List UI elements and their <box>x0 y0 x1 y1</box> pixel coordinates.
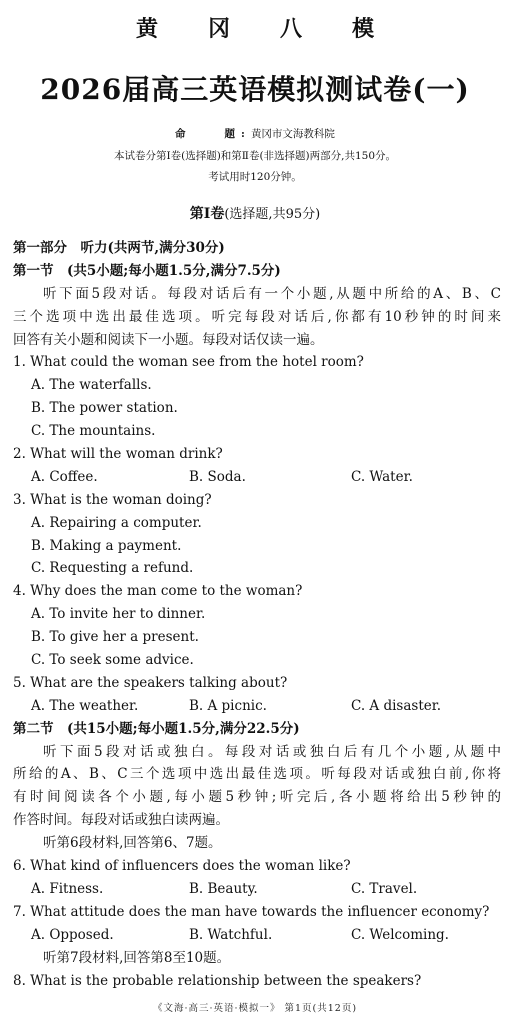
question-option: A. Repairing a computer. <box>31 514 202 531</box>
question-option: C. Welcoming. <box>351 926 449 943</box>
option-row <box>13 466 501 489</box>
question-option: B. Soda. <box>189 468 246 485</box>
paper-note: 本试卷分第Ⅰ卷(选择题)和第Ⅱ卷(非选择题)两部分,共150分。 <box>113 150 397 162</box>
volume-name: 第Ⅰ卷 <box>189 206 225 222</box>
section1-instruction: 回答有关小题和阅读下一小题。每段对话仅读一遍。 <box>13 331 324 348</box>
question-option: B. Watchful. <box>189 926 273 943</box>
question-option: C. The mountains. <box>31 423 156 440</box>
question-stem: 6. What kind of influencers does the woman like? <box>13 858 351 875</box>
material-note: 听第6段材料,回答第6、7题。 <box>43 835 222 852</box>
question-option: A. The waterfalls. <box>31 377 152 394</box>
question-stem: 5. What are the speakers talking about? <box>13 674 288 691</box>
question-option: B. The power station. <box>31 400 178 417</box>
section2-instruction: 有时间阅读各个小题,每小题5秒钟;听完后,各小题将给出5秒钟的 <box>13 789 501 806</box>
question-option: A. The weather. <box>31 697 139 714</box>
section2-title: 第二节 (共15小题;每小题1.5分,满分22.5分) <box>13 720 300 737</box>
option-row <box>13 924 501 947</box>
question-stem: 3. What is the woman doing? <box>13 491 212 508</box>
exam-content <box>13 237 501 992</box>
section2-instruction: 听下面5段对话或独白。每段对话或独白后有几个小题,从题中 <box>43 743 501 760</box>
volume-desc: (选择题,共95分) <box>224 207 321 222</box>
exam-title: 2026届高三英语模拟测试卷(一) <box>40 73 470 106</box>
section1-instruction: 听下面5段对话。每段对话后有一个小题,从题中所给的A、B、C <box>43 285 501 302</box>
question-option: C. To seek some advice. <box>31 652 194 669</box>
page-footer: 《文海·高三·英语·模拟一》 第1页(共12页) <box>152 1003 358 1014</box>
question-option: A. Fitness. <box>31 880 104 897</box>
question-option: A. Coffee. <box>31 468 98 485</box>
question-stem: 1. What could the woman see from the hotel room? <box>13 354 364 371</box>
question-stem: 4. Why does the man come to the woman? <box>13 583 303 600</box>
material-note: 听第7段材料,回答第8至10题。 <box>43 949 231 966</box>
question-option: C. Water. <box>351 468 413 485</box>
question-stem: 7. What attitude does the man have towards the influencer economy? <box>13 903 490 920</box>
setter-name: 黄冈市文海教科院 <box>250 128 335 140</box>
section2-instruction: 所给的A、B、C三个选项中选出最佳选项。听每段对话或独白前,你将 <box>13 766 501 783</box>
question-option: B. To give her a present. <box>31 629 199 646</box>
part1-title: 第一部分 听力(共两节,满分30分) <box>13 240 225 256</box>
question-option: C. Requesting a refund. <box>31 560 194 577</box>
question-option: B. Beauty. <box>189 880 258 897</box>
question-option: C. A disaster. <box>351 697 442 714</box>
option-row <box>13 695 501 718</box>
section1-title: 第一节 (共5小题;每小题1.5分,满分7.5分) <box>13 262 281 279</box>
setter-label: 命 题: <box>175 128 251 140</box>
question-stem: 2. What will the woman drink? <box>13 446 223 463</box>
question-option: A. Opposed. <box>31 926 114 943</box>
section2-instruction: 作答时间。每段对话或独白读两遍。 <box>13 812 229 829</box>
option-row <box>13 878 501 901</box>
question-stem: 8. What is the probable relationship between the speakers? <box>13 972 422 989</box>
time-note: 考试用时120分钟。 <box>208 171 302 183</box>
question-option: A. To invite her to dinner. <box>31 606 206 623</box>
section1-instruction: 三个选项中选出最佳选项。听完每段对话后,你都有10秒钟的时间来 <box>13 308 501 325</box>
question-option: B. Making a payment. <box>31 537 182 554</box>
question-option: C. Travel. <box>351 880 418 897</box>
exam-series: 黄冈八模 <box>135 16 424 42</box>
question-option: B. A picnic. <box>189 697 267 714</box>
volume-heading <box>0 203 510 223</box>
setter-line <box>0 126 510 141</box>
